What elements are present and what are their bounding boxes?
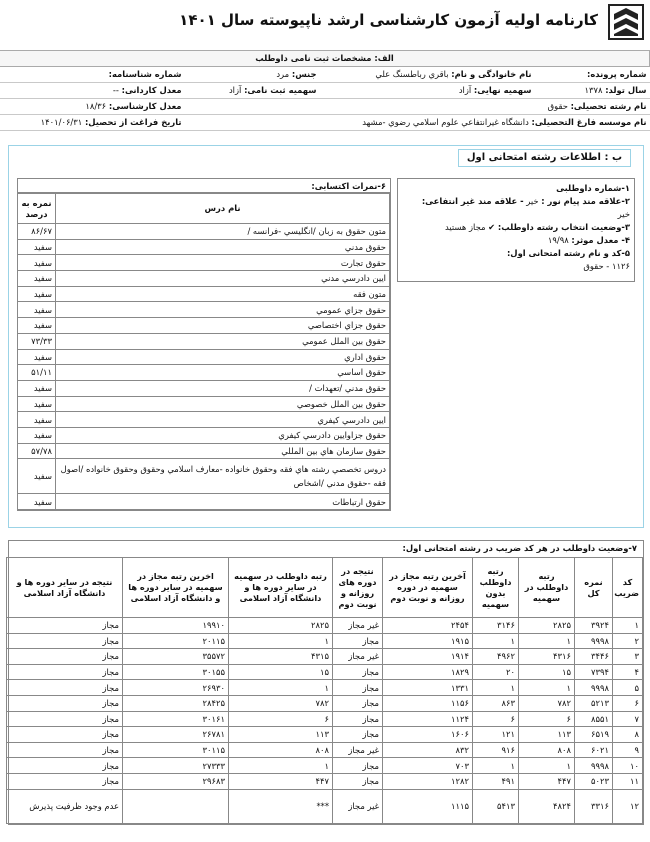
grade-subject: حقوق جزاوايين دادرسي كيفري [56,427,390,443]
grad-date-value: ۱۴۰۱/۰۶/۳۱ [40,117,83,128]
nonprofit-interest-label: - علاقه مند غیر انتفاعی: [421,196,524,206]
coef-header-1: نمره کل [575,558,613,618]
coef-cell: ۸۶۳ [473,695,519,711]
coef-cell: ۲۷۳۳۳ [123,758,229,774]
grade-percent: سفید [18,412,56,428]
coef-cell: ۸۳۲ [383,742,473,758]
coef-cell: مجاز [7,711,123,727]
coef-cell: ۶۰۲۱ [575,742,613,758]
coef-cell: ۲۰ [473,664,519,680]
coef-cell: مجاز [7,664,123,680]
coef-cell: ۱۸۲۹ [383,664,473,680]
coef-cell: ۳۳۱۶ [575,789,613,823]
final-quota-value: آزاد [458,85,472,96]
coef-row [7,773,643,789]
work-gpa-value: -- [112,85,119,96]
coef-cell: ۶ [229,711,333,727]
coef-cell: ۸۵۵۱ [575,711,613,727]
coef-cell: مجاز [333,695,383,711]
coef-cell: مجاز [7,680,123,696]
coef-cell: غیر مجاز [333,742,383,758]
coef-cell: مجاز [333,633,383,649]
grade-row [18,427,390,443]
bachelor-gpa-value: ۱۸/۳۶ [85,101,107,112]
grade-row [18,255,390,271]
coef-cell: مجاز [7,618,123,634]
field-label: نام رشته تحصیلی: [570,101,647,112]
coef-cell: ۱۱ [613,773,643,789]
grade-row [18,443,390,459]
gender-value: مرد [276,69,290,80]
coef-cell: مجاز [7,758,123,774]
coef-row [7,695,643,711]
coef-cell: ۴۴۷ [229,773,333,789]
coef-row [7,758,643,774]
reg-quota-label: سهمیه ثبت نامی: [244,85,317,96]
file-no-label: شماره پرونده: [535,67,650,83]
coef-row [7,711,643,727]
coef-cell: ۶ [519,711,575,727]
coef-row [7,664,643,680]
coef-cell: ۱۱۳ [519,727,575,743]
field-code-label: ۵-کد و نام رشته امتحانی اول: [506,248,630,258]
coef-row [7,789,643,823]
grade-percent: ۵۷/۷۸ [18,443,56,459]
coef-cell: ۱ [229,633,333,649]
coef-cell: ۵۰۲۳ [575,773,613,789]
coef-row [7,618,643,634]
grade-row [18,239,390,255]
coef-cell: مجاز [333,758,383,774]
coef-row [7,727,643,743]
grade-subject: حقوق اساسي [56,365,390,381]
grade-percent: سفید [18,286,56,302]
candidate-status-box [397,178,635,282]
coef-header-5: نتیجه در دوره های روزانه و نوبت دوم [333,558,383,618]
section-7-title: ۷-وضعیت داوطلب در هر کد ضریب در رشته امتحانی اول: [402,543,637,553]
coef-cell: مجاز [333,727,383,743]
grade-subject: حقوق بين الملل عمومي [56,333,390,349]
coef-cell: ۳۵۵۷۲ [123,649,229,665]
coef-cell: ۲۸۲۵ [519,618,575,634]
coef-cell: ۶ [473,711,519,727]
coef-cell: ۶۵۱۹ [575,727,613,743]
coef-cell: ۱۹۹۱۰ [123,618,229,634]
pnu-interest-value: خیر [526,196,539,206]
grade-subject: دروس تخصصي رشته هاي فقه وحقوق خانواده -معارف اسلامي وحقوق وحقوق خانواده /اصول فقه -حقوق مدني /اشخاص [56,459,390,494]
coef-cell: ۱ [519,758,575,774]
coef-header-4: آخرین رتبه مجاز در سهمیه در دوره روزانه و نوبت دوم [383,558,473,618]
coef-cell: ۳۱۴۶ [473,618,519,634]
grade-percent: سفید [18,427,56,443]
coef-cell: ۴۸۲۴ [519,789,575,823]
coef-cell: مجاز [333,773,383,789]
coef-row [7,633,643,649]
coef-cell: ۴۹۱ [473,773,519,789]
grade-row [18,396,390,412]
grade-row [18,380,390,396]
coef-cell: ۴۳۱۶ [519,649,575,665]
coef-cell: ۵۴۱۳ [473,789,519,823]
coefficient-status-section [8,540,644,825]
coef-cell: ۷۸۲ [519,695,575,711]
selection-status-label: ۳-وضعیت انتخاب رشته داوطلب: [497,222,630,232]
coef-header-7: اخرین رتبه مجاز در سهمیه در سایر دوره ها و دانشگاه آزاد اسلامی [123,558,229,618]
grade-percent: سفید [18,255,56,271]
coef-cell: ۱۵ [229,664,333,680]
coef-cell: ۱۱۵۶ [383,695,473,711]
grade-subject: حقوق ارتباطات [56,494,390,510]
grade-subject: حقوق اداري [56,349,390,365]
effective-gpa-value: ۱۹/۹۸ [547,235,569,245]
grade-subject: حقوق مدني /تعهدات / [56,380,390,396]
page-header [0,0,650,44]
coef-cell [123,789,229,823]
coef-cell: ۳۹۲۴ [575,618,613,634]
grade-percent: سفید [18,271,56,287]
selection-status-value: مجاز هستید [444,222,486,232]
coef-cell: غیر مجاز [333,618,383,634]
grade-row [18,302,390,318]
coef-cell: ۱۰ [613,758,643,774]
col-subject: نام درس [56,194,390,224]
grade-subject: ايين دادرسي كيفري [56,412,390,428]
coef-cell: مجاز [7,727,123,743]
coef-cell: ۲۶۹۳۰ [123,680,229,696]
coef-cell: ۱۱۳ [229,727,333,743]
final-quota-label: سهمیه نهایی: [473,85,532,96]
reg-quota-value: آزاد [228,85,242,96]
gender-label: جنس: [291,69,317,80]
check-icon: ✔ [488,222,496,232]
candidate-number-label: ۱-شماره داوطلبی [556,183,630,193]
bachelor-gpa-label: معدل کارشناسی: [108,101,182,112]
coef-cell: عدم وجود ظرفیت پذیرش [7,789,123,823]
coef-row [7,742,643,758]
coef-cell: مجاز [7,773,123,789]
grade-subject: حقوق بين الملل خصوصي [56,396,390,412]
coef-cell: ۱۹۱۵ [383,633,473,649]
grade-percent: سفید [18,302,56,318]
coef-cell: ۱ [229,680,333,696]
birth-value: ۱۳۷۸ [584,85,603,96]
grade-row [18,224,390,240]
grade-row [18,333,390,349]
coef-row [7,680,643,696]
coef-cell: ۳۰۱۱۵ [123,742,229,758]
coef-cell: ۲۶۷۸۱ [123,727,229,743]
grade-row [18,318,390,334]
coef-cell: ۳۴۴۶ [575,649,613,665]
coef-cell: ۳ [613,649,643,665]
grade-subject: متون فقه [56,286,390,302]
grade-row [18,286,390,302]
grade-row [18,459,390,494]
grade-row [18,271,390,287]
coef-cell: ۸۰۸ [519,742,575,758]
field-code-value: ۱۱۲۶ - حقوق [583,261,630,271]
grade-row [18,349,390,365]
coef-cell: ۹۹۹۸ [575,680,613,696]
registration-info-section [0,50,650,131]
section-a-title: الف: مشخصات ثبت نامی داوطلب [0,51,650,67]
grad-date-label: تاریخ فراغت از تحصیل: [84,117,182,128]
grade-subject: متون حقوق به زبان /انگلیسي -فرانسه / [56,224,390,240]
grade-subject: حقوق سازمان هاي بين المللي [56,443,390,459]
coef-cell: ۱ [519,633,575,649]
coef-cell: ۱۶۰۶ [383,727,473,743]
coef-cell: ۲۴۵۴ [383,618,473,634]
coef-cell: ۱۲ [613,789,643,823]
coef-cell: ۸ [613,727,643,743]
coef-cell: ۷۸۲ [229,695,333,711]
grade-percent: سفید [18,380,56,396]
coefficient-table [6,557,643,824]
coef-cell: ۱۳۳۱ [383,680,473,696]
institute-label: نام موسسه فارغ التحصیلی: [531,117,647,128]
coef-cell: ۴ [613,664,643,680]
coef-cell: ۷۰۳ [383,758,473,774]
grades-box [17,178,391,511]
coef-cell: ۴۴۷ [519,773,575,789]
coef-cell: ۳۰۱۶۱ [123,711,229,727]
coef-cell: ۱ [473,680,519,696]
coef-header-3: رتبه داوطلب بدون سهمیه [473,558,519,618]
sanjesh-logo-icon [608,4,644,40]
coef-cell: ۱۵ [519,664,575,680]
grade-subject: حقوق جزاي عمومي [56,302,390,318]
coef-cell: ۱۲۸۲ [383,773,473,789]
coef-cell: ۹۹۹۸ [575,758,613,774]
grade-percent: ۷۳/۳۳ [18,333,56,349]
coef-cell: ۱ [519,680,575,696]
coef-header-0: کد ضریب [613,558,643,618]
name-value: باقري رباطسنگ علي [375,69,449,80]
grade-subject: حقوق تجارت [56,255,390,271]
grade-row [18,494,390,510]
coef-cell: ۴۳۱۵ [229,649,333,665]
grade-percent: سفید [18,349,56,365]
exam-field-section [8,145,644,528]
coef-cell: ۱ [613,618,643,634]
coef-cell: ۱۱۲۴ [383,711,473,727]
name-label: نام خانوادگی و نام: [451,69,532,80]
coef-cell: مجاز [7,695,123,711]
coef-cell: غیر مجاز [333,789,383,823]
grade-subject: ايين دادرسي مدني [56,271,390,287]
grade-percent: ۸۶/۶۷ [18,224,56,240]
coef-cell: ۷۳۹۴ [575,664,613,680]
coef-header-6: رتبه داوطلب در سهمیه در سایر دوره ها و دانشگاه آزاد اسلامی [229,558,333,618]
grade-row [18,412,390,428]
coef-cell: ۲۹۶۸۳ [123,773,229,789]
grades-title: ۶-نمرات اکتسابی: [18,179,390,193]
coef-cell: مجاز [333,664,383,680]
birth-label: سال تولد: [605,85,647,96]
coef-cell: مجاز [333,711,383,727]
coef-cell: ۹۱۶ [473,742,519,758]
effective-gpa-label: ۴- معدل موثر: [571,235,630,245]
grade-subject: حقوق مدني [56,239,390,255]
coef-cell: مجاز [7,633,123,649]
work-gpa-label: معدل کاردانی: [121,85,182,96]
grade-percent: سفید [18,318,56,334]
coef-cell: ۸۰۸ [229,742,333,758]
coef-cell: ۱۹۱۴ [383,649,473,665]
grades-table [17,193,390,510]
coef-cell: ۱ [473,633,519,649]
coef-cell: ۲۰۱۱۵ [123,633,229,649]
coef-cell: ۱۱۱۵ [383,789,473,823]
coef-cell: ۷ [613,711,643,727]
grade-row [18,365,390,381]
grade-percent: سفید [18,459,56,494]
institute-value: دانشگاه غيرانتفاعي علوم اسلامي رضوي -مشهد [362,117,529,128]
coef-cell: ۴۹۶۲ [473,649,519,665]
coef-cell: *** [229,789,333,823]
coef-row [7,649,643,665]
coef-cell: ۵ [613,680,643,696]
coef-cell: مجاز [333,680,383,696]
coef-cell: ۱ [229,758,333,774]
grade-subject: حقوق جزاي اختصاصي [56,318,390,334]
field-value: حقوق [547,101,568,112]
id-label: شماره شناسنامه: [0,67,185,83]
coef-cell: ۳۰۱۵۵ [123,664,229,680]
grade-percent: سفید [18,239,56,255]
coef-cell: مجاز [7,649,123,665]
coef-header-8: نتیجه در سایر دوره ها و دانشگاه آزاد اسلامی [7,558,123,618]
coef-cell: ۲۸۲۵ [229,618,333,634]
page-title: کارنامه اولیه آزمون کارشناسی ارشد ناپیوسته سال ۱۴۰۱ [179,11,598,29]
coef-cell: ۹ [613,742,643,758]
section-b-title: ب : اطلاعات رشته امتحانی اول [458,149,631,167]
grade-percent: سفید [18,494,56,510]
pnu-interest-label: ۲-علاقه مند پیام نور : [541,196,630,206]
coef-cell: غیر مجاز [333,649,383,665]
coef-cell: ۲ [613,633,643,649]
coef-cell: ۶ [613,695,643,711]
coef-cell: مجاز [7,742,123,758]
grade-percent: سفید [18,396,56,412]
coef-header-2: رتبه داوطلب در سهمیه [519,558,575,618]
coef-cell: ۱ [473,758,519,774]
grade-percent: ۵۱/۱۱ [18,365,56,381]
nonprofit-interest-value: خیر [617,209,630,219]
coef-cell: ۲۸۴۲۵ [123,695,229,711]
coef-cell: ۱۲۱ [473,727,519,743]
col-percent: نمره به درصد [18,194,56,224]
coef-cell: ۵۲۱۳ [575,695,613,711]
coef-cell: ۹۹۹۸ [575,633,613,649]
